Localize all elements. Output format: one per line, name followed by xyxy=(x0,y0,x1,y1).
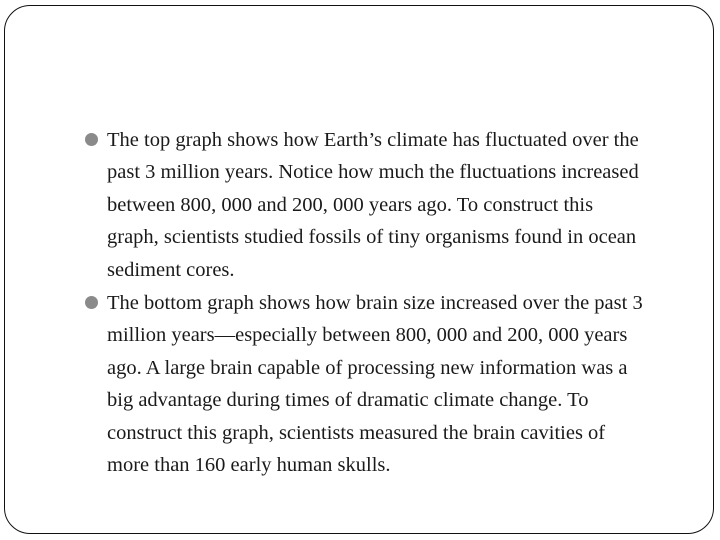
bullet-dot-icon xyxy=(85,133,98,146)
bullet-dot-icon xyxy=(85,296,98,309)
bullet-item-climate-graph xyxy=(85,124,645,286)
bullet-item-brain-size-graph xyxy=(85,287,645,481)
slide-frame xyxy=(4,5,714,534)
bullet-list xyxy=(85,124,645,482)
bullet-text: The bottom graph shows how brain size increased over the past 3 million years—especially between 800, 000 and 200, 000 years ago. A large brain capable of processing new information was a big advantage during times of dramatic climate change. To construct this graph, scientists measured the brain cavities of more than 160 early human skulls. xyxy=(107,292,643,477)
bullet-text: The top graph shows how Earth’s climate has fluctuated over the past 3 million years. Notice how much the fluctuations increased between 800, 000 and 200, 000 years ago. To construct this graph, scientists studied fossils of tiny organisms found in ocean sediment cores. xyxy=(107,129,639,281)
